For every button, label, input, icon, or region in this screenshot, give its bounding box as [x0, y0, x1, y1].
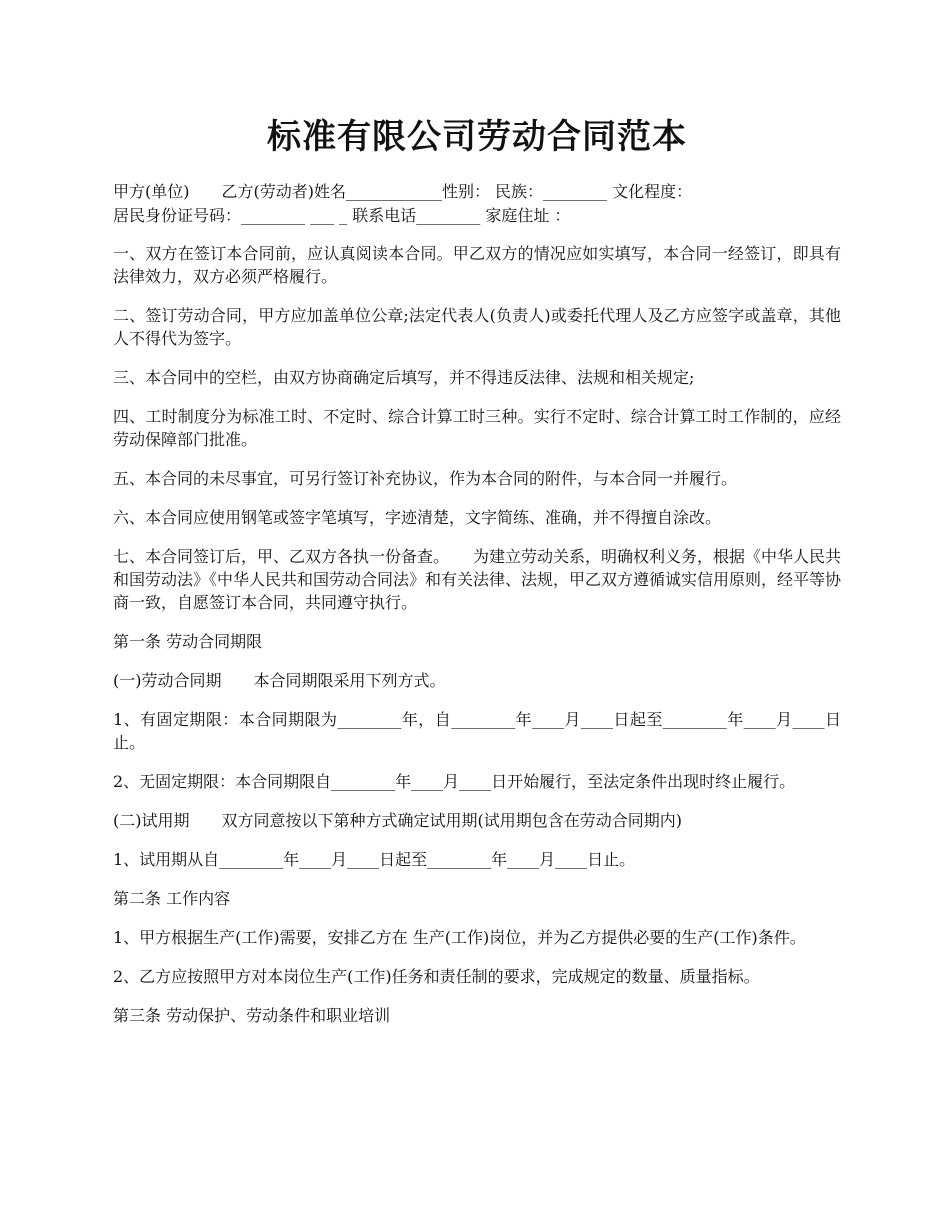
instruction-paragraph-1: 一、双方在签订本合同前，应认真阅读本合同。甲乙双方的情况应如实填写，本合同一经签订，即具有法律效力，双方必须严格履行。	[113, 244, 841, 286]
party-info-line-2: 居民身份证号码：________ ___ _ 联系电话________ 家庭住址 ：	[113, 206, 571, 225]
probation-heading: (二)试用期 双方同意按以下第种方式确定试用期(试用期包含在劳动合同期内)	[113, 811, 682, 830]
document-page	[113, 0, 841, 1027]
probation-clause: 1、试用期从自________年____月____日起至________年____月____日止。	[113, 850, 636, 869]
instruction-paragraph-5: 五、本合同的未尽事宜，可另行签订补充协议，作为本合同的附件，与本合同一并履行。	[113, 469, 738, 488]
contract-term-heading: (一)劳动合同期 本合同期限采用下列方式。	[113, 671, 446, 690]
instruction-paragraph-3: 三、本合同中的空栏，由双方协商确定后填写，并不得违反法律、法规和相关规定;	[113, 368, 695, 387]
article-2-heading: 第二条 工作内容	[113, 889, 231, 908]
fixed-term-clause: 1、有固定期限：本合同期限为________年，自________年____月____日起至________年____月____日止。	[113, 710, 841, 752]
article-3-heading: 第三条 劳动保护、劳动条件和职业培训	[113, 1006, 391, 1025]
open-term-clause: 2、无固定期限：本合同期限自________年____月____日开始履行，至法定条件出现时终止履行。	[113, 772, 796, 791]
work-content-clause-1: 1、甲方根据生产(工作)需要，安排乙方在 生产(工作)岗位，并为乙方提供必要的生产(工作)条件。	[113, 928, 806, 947]
instruction-paragraph-7: 七、本合同签订后，甲、乙双方各执一份备查。 为建立劳动关系，明确权利义务，根据《中华人民共和国劳动法》《中华人民共和国劳动合同法》和有关法律、法规，甲乙双方遵循诚实信用原则，经平等协商一致，自愿签订本合同，共同遵守执行。	[113, 547, 842, 612]
work-content-clause-2: 2、乙方应按照甲方对本岗位生产(工作)任务和责任制的要求，完成规定的数量、质量指标。	[113, 967, 760, 986]
article-1-heading: 第一条 劳动合同期限	[113, 632, 263, 651]
party-info-line-1: 甲方(单位) 乙方(劳动者)姓名____________性别： 民族：________ 文化程度：	[113, 182, 693, 201]
document-title: 标准有限公司劳动合同范本	[267, 117, 687, 157]
instruction-paragraph-6: 六、本合同应使用钢笔或签字笔填写，字迹清楚，文字简练、准确，并不得擅自涂改。	[113, 508, 722, 527]
instruction-paragraph-4: 四、工时制度分为标准工时、不定时、综合计算工时三种。实行不定时、综合计算工时工作制的，应经劳动保障部门批准。	[113, 407, 841, 449]
party-info-block	[113, 180, 841, 228]
instruction-paragraph-2: 二、签订劳动合同，甲方应加盖单位公章;法定代表人(负责人)或委托代理人及乙方应签字或盖章，其他人不得代为签字。	[113, 306, 841, 348]
